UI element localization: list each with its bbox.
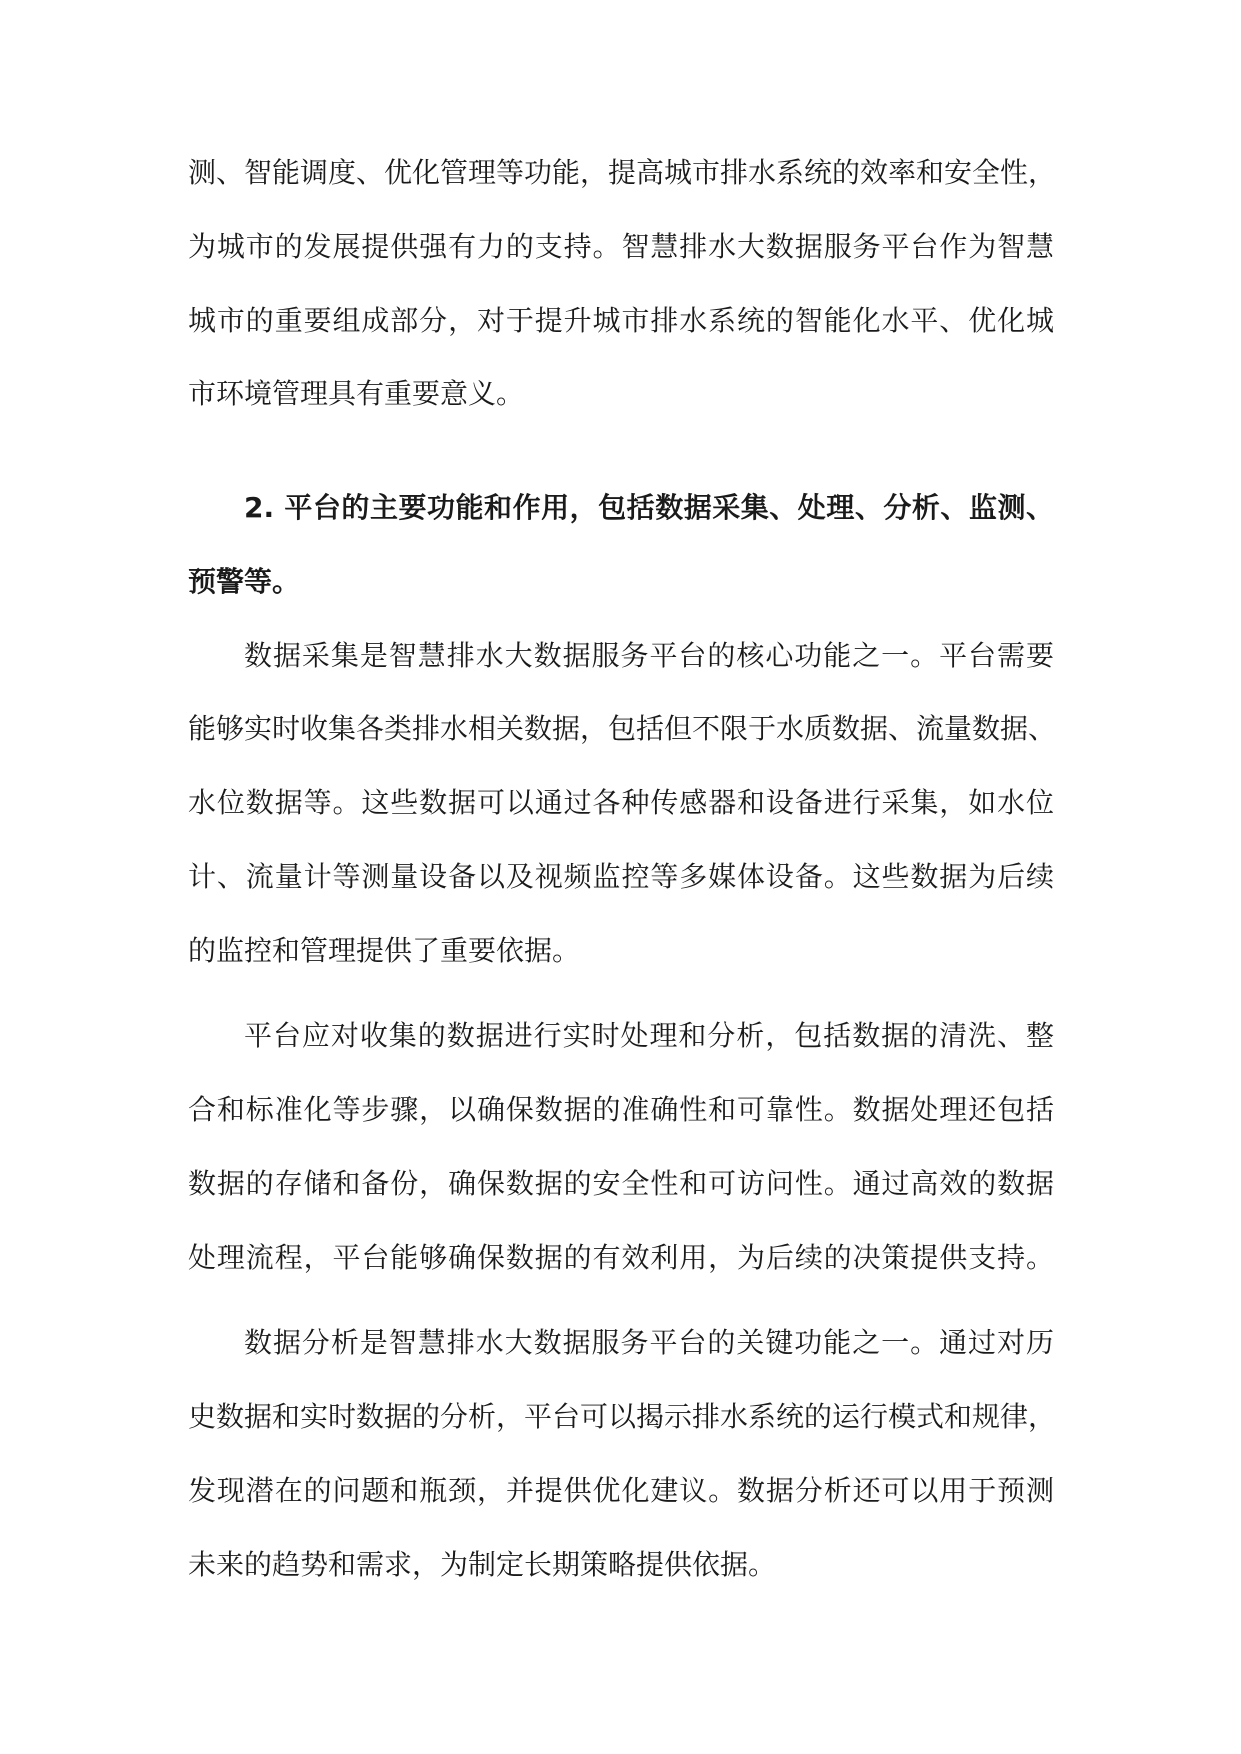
paragraph-line: 数据分析是智慧排水大数据服务平台的关键功能之一。通过对历 <box>244 1326 1054 1359</box>
paragraph-line: 水位数据等。这些数据可以通过各种传感器和设备进行采集，如水位 <box>188 786 1054 819</box>
paragraph-line: 城市的重要组成部分，对于提升城市排水系统的智能化水平、优化城 <box>188 304 1054 337</box>
paragraph-line: 的监控和管理提供了重要依据。 <box>188 934 581 967</box>
paragraph-line: 为城市的发展提供强有力的支持。智慧排水大数据服务平台作为智慧 <box>188 230 1054 263</box>
paragraph-line: 市环境管理具有重要意义。 <box>188 377 525 410</box>
paragraph-line: 发现潜在的问题和瓶颈，并提供优化建议。数据分析还可以用于预测 <box>188 1474 1054 1507</box>
paragraph-line: 数据的存储和备份，确保数据的安全性和可访问性。通过高效的数据 <box>188 1167 1054 1200</box>
section-heading: 2. 平台的主要功能和作用，包括数据采集、处理、分析、监测、 <box>244 491 1054 524</box>
paragraph-line: 计、流量计等测量设备以及视频监控等多媒体设备。这些数据为后续 <box>188 860 1054 893</box>
paragraph-line: 数据采集是智慧排水大数据服务平台的核心功能之一。平台需要 <box>244 639 1054 672</box>
section-heading: 预警等。 <box>188 565 301 598</box>
paragraph-line: 处理流程，平台能够确保数据的有效利用，为后续的决策提供支持。 <box>188 1241 1054 1274</box>
paragraph-line: 史数据和实时数据的分析，平台可以揭示排水系统的运行模式和规律， <box>188 1400 1057 1433</box>
paragraph-line: 能够实时收集各类排水相关数据，包括但不限于水质数据、流量数据、 <box>188 712 1057 745</box>
paragraph-line: 合和标准化等步骤，以确保数据的准确性和可靠性。数据处理还包括 <box>188 1093 1054 1126</box>
paragraph-line: 测、智能调度、优化管理等功能，提高城市排水系统的效率和安全性， <box>188 156 1057 189</box>
paragraph-line: 平台应对收集的数据进行实时处理和分析，包括数据的清洗、整 <box>244 1019 1054 1052</box>
paragraph-line: 未来的趋势和需求，为制定长期策略提供依据。 <box>188 1548 777 1581</box>
